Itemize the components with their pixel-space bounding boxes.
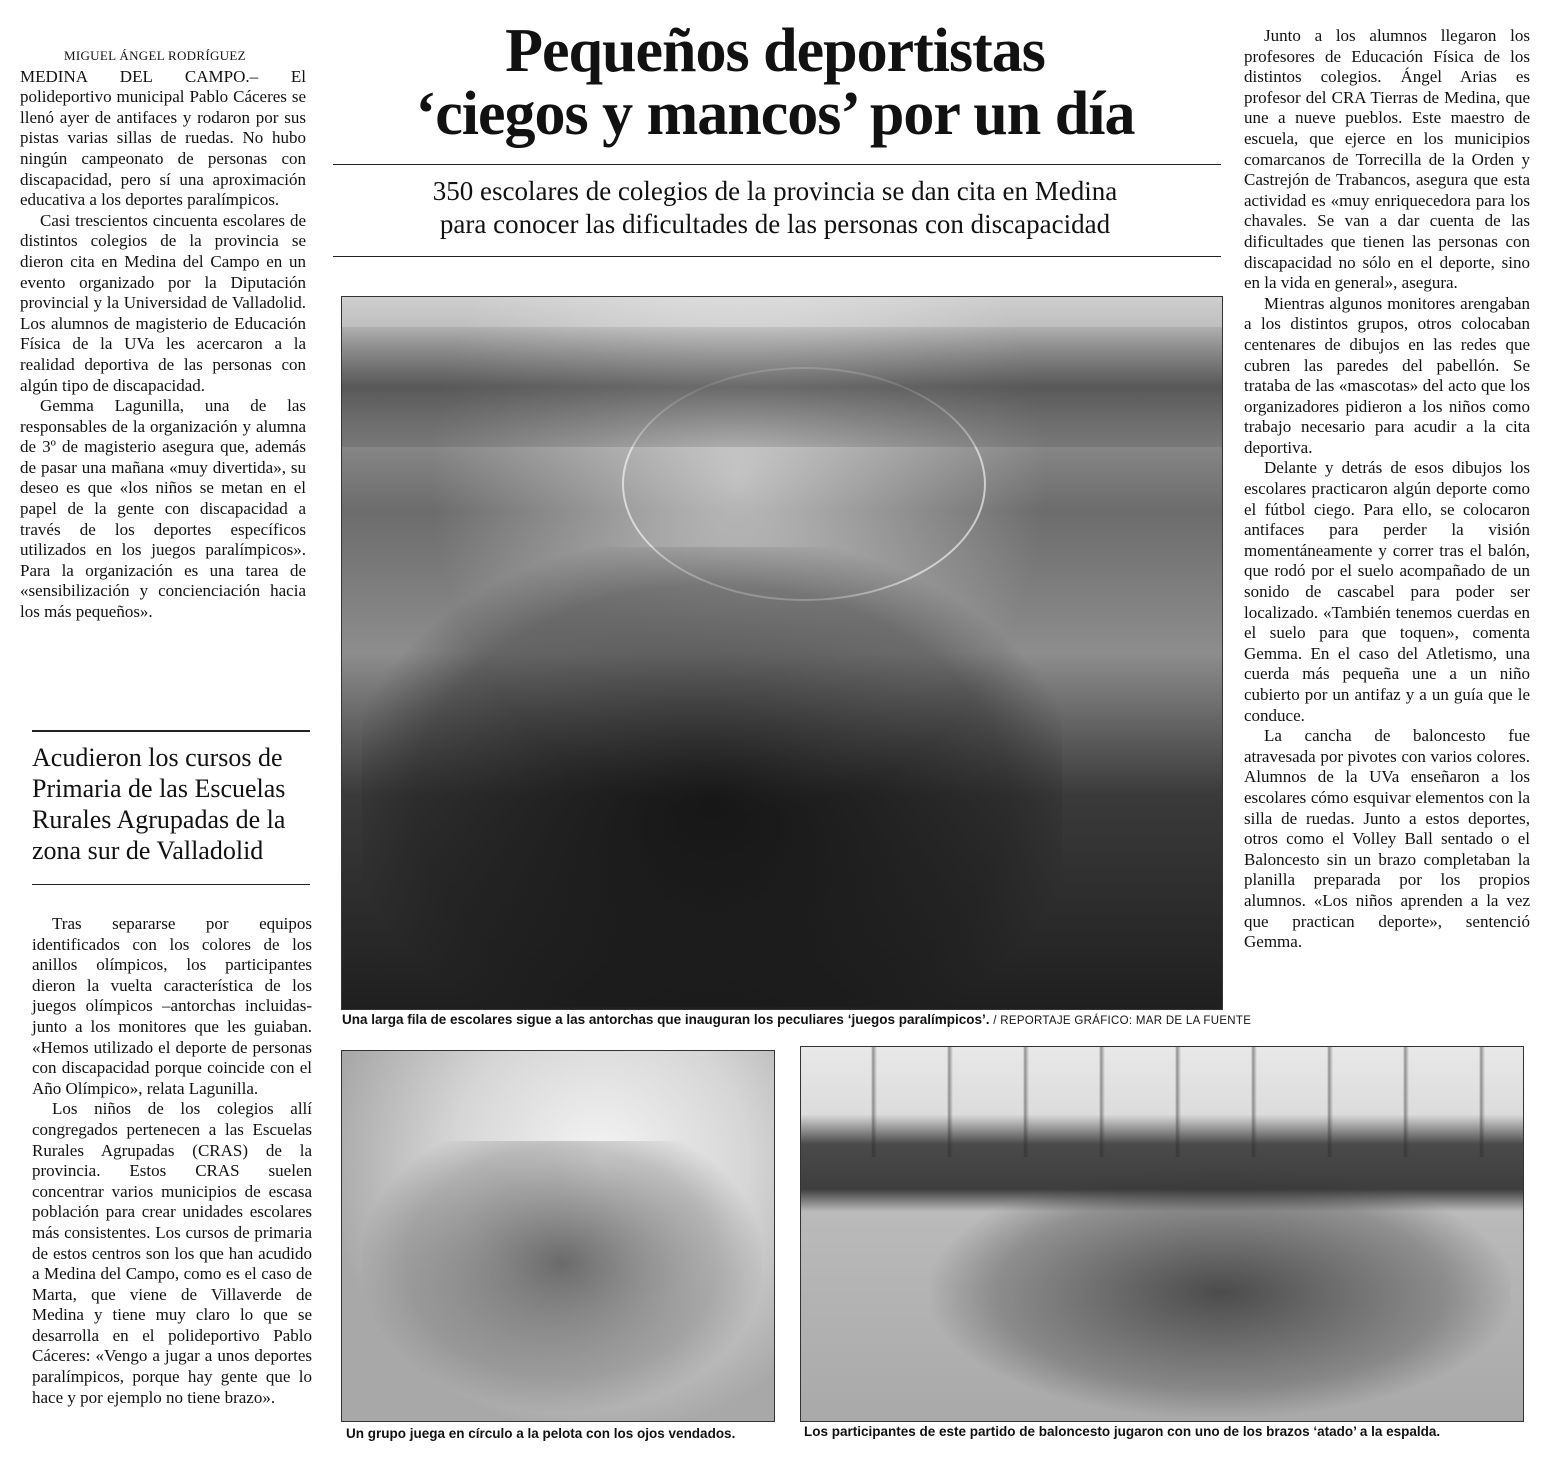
paragraph: Junto a los alumnos llegaron los profesores de Educación Física de los distintos colegios. Ángel Arias es profesor del CRA Tierras de Medina, que une a nueve pueblos. Este maestro de escuela, que ejerce en los municipios comarcanos de Torrecilla de la Orden y Castrejón de Trabancos, asegura que esta actividad es «muy enriquecedora para los chavales. Se van a dar cuenta de las dificultades que tienen las personas con discapacidad no sólo en el deporte, sino en la vida en general», asegura. [1244, 26, 1530, 293]
main-photo-caption [342, 1012, 1251, 1029]
right-column [1244, 26, 1530, 953]
circle-game-photo [341, 1050, 775, 1422]
subhead-line: para conocer las dificultades de las personas con discapacidad [439, 209, 1111, 239]
paragraph: Gemma Lagunilla, una de las responsables de la organización y alumna de 3º de magisterio asegura que, además de pasar una mañana «muy divertida», su deseo es que «los niños se metan en el papel de la gente con discapacidad a través de los deportes específicos utilizados en los juegos paralímpicos». Para la organización es una tarea de «sensibilización y concienciación hacia los más pequeños». [20, 396, 306, 622]
main-photo [341, 296, 1223, 1010]
sidebar-headline: Acudieron los cursos de Primaria de las Escuelas Rurales Agrupadas de la zona sur de Valladolid [32, 743, 286, 865]
crowd-front [362, 547, 1062, 1007]
subhead-rule [333, 256, 1221, 257]
paragraph: Delante y detrás de esos dibujos los escolares practicaron algún deporte como el fútbol ciego. Para ello, se colocaron antifaces para perder la visión momentáneamente y correr tras el balón, que rodó por el suelo acompañado de un sonido de cascabel para poder ser localizado. «También tenemos cuerdas en el suelo para que toquen», comenta Gemma. En el caso del Atletismo, una cuerda más pequeña une a un niño cubierto por un antifaz y a un guía que le conduce. [1244, 458, 1530, 725]
left-lower-column [32, 914, 312, 1408]
subheadline [345, 175, 1205, 241]
circle-photo-caption: Un grupo juega en círculo a la pelota con los ojos vendados. [346, 1426, 736, 1441]
paragraph: Los niños de los colegios allí congregados pertenecen a las Escuelas Rurales Agrupadas (CRAS) de la provincia. Estos CRAS suelen concentrar varios municipios de escasa población para crear unidades escolares más consistentes. Los cursos de primaria de estos centros son los que han acudido a Medina del Campo, como es el caso de Marta, que viene de Villaverde de Medina y tiene muy claro lo que se desarrolla en el polideportivo Pablo Cáceres: «Vengo a jugar a unos deportes paralímpicos, porque hay gente que lo hace y por ejemplo no tiene brazo». [32, 1099, 312, 1407]
left-column [20, 46, 306, 623]
paragraph: MEDINA DEL CAMPO.– El polideportivo municipal Pablo Cáceres se llenó ayer de antifaces y rodaron por sus pistas varias sillas de ruedas. No hubo ningún campeonato de personas con discapacidad, pero sí una aproximación educativa a los deportes paralímpicos. [20, 66, 306, 210]
basketball-photo-caption: Los participantes de este partido de baloncesto jugaron con uno de los brazos ‘atado’ a la espalda. [804, 1424, 1441, 1439]
children-group [362, 1141, 762, 1411]
headline-line: ‘ciegos y mancos’ por un día [415, 80, 1135, 148]
players [931, 1167, 1511, 1417]
paragraph: Casi trescientos cincuenta escolares de distintos colegios de la provincia se dieron cita en Medina del Campo en un evento organizado por la Diputación provincial y la Universidad de Valladolid. Los alumnos de magisterio de Educación Física de la UVa les acercaron a la realidad deportiva de las personas con algún tipo de discapacidad. [20, 210, 306, 395]
crowd-back [342, 327, 1222, 447]
byline: MIGUEL ÁNGEL RODRÍGUEZ [64, 48, 246, 63]
basketball-photo [800, 1046, 1524, 1422]
paragraph: Mientras algunos monitores arengaban a los distintos grupos, otros colocaban centenares de dibujos en las redes que cubren las paredes del pabellón. Se trataba de las «mascotas» del acto que los organizadores pidieron a los niños como trabajo necesario para acudir a la cita deportiva. [1244, 293, 1530, 457]
headline-line: Pequeños deportistas [505, 17, 1045, 85]
headline-rule [333, 164, 1221, 165]
trees [801, 1047, 1523, 1157]
paragraph: La cancha de baloncesto fue atravesada por pivotes con varios colores. Alumnos de la UVa enseñaron a los escolares cómo esquivar elementos con la silla de ruedas. Junto a estos deportes, otros como el Volley Ball sentado o el Baloncesto sin un brazo completaban la planilla preparada por los propios alumnos. «Los niños aprenden a la vez que practican deporte», sentenció Gemma. [1244, 726, 1530, 952]
paragraph: Tras separarse por equipos identificados con los colores de los anillos olímpicos, los participantes dieron la vuelta característica de los juegos olímpicos –antorchas incluidas- junto a los monitores que les guiaban. «Hemos utilizado el deporte de personas con discapacidad porque coincide con el Año Olímpico», relata Lagunilla. [32, 914, 312, 1098]
sidebar-top-rule [32, 730, 310, 732]
caption-text: Una larga fila de escolares sigue a las antorchas que inauguran los peculiares ‘juegos paralímpicos’. [342, 1012, 990, 1027]
headline [335, 17, 1215, 148]
subhead-line: 350 escolares de colegios de la provincia se dan cita en Medina [432, 176, 1118, 206]
photo-credit: / REPORTAJE GRÁFICO: MAR DE LA FUENTE [993, 1015, 1252, 1027]
sidebar-bottom-rule [32, 884, 310, 885]
